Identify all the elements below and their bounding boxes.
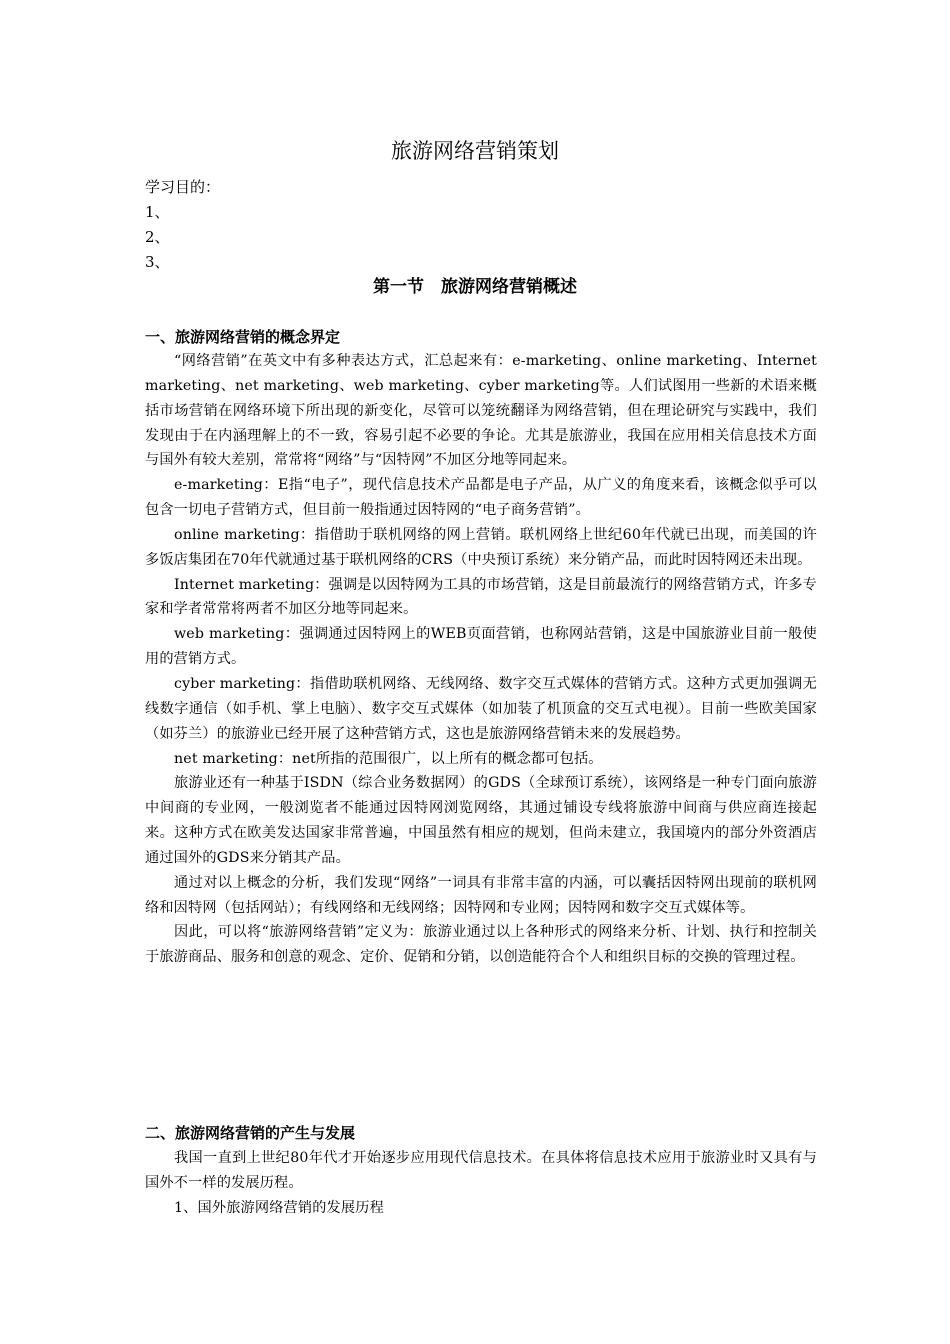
paragraph: cyber marketing：指借助联机网络、无线网络、数字交互式媒体的营销方式。这种方式更加强调无线数字通信（如手机、掌上电脑）、数字交互式媒体（如加装了机顶盒的交互式电视）。目前一些欧美国家（如芬兰）的旅游业已经开展了这种营销方式，这也是旅游网络营销未来的发展趋势。 — [145, 675, 817, 742]
goal-item-2: 2、 — [145, 228, 170, 246]
paragraph: 因此，可以将“旅游网络营销”定义为：旅游业通过以上各种形式的网络来分析、计划、执行和控制关于旅游商品、服务和创意的观念、定价、促销和分销，以创造能符合个人和组织目标的交换的管理过程。 — [145, 924, 817, 966]
document-title: 旅游网络营销策划 — [391, 139, 559, 163]
paragraph: web marketing：强调通过因特网上的WEB页面营销，也称网站营销，这是中国旅游业目前一般使用的营销方式。 — [145, 626, 817, 668]
part2-heading: 二、旅游网络营销的产生与发展 — [145, 1124, 356, 1142]
paragraph: Internet marketing：强调是以因特网为工具的市场营销，这是目前最流行的网络营销方式，许多专家和学者常常将两者不加区分地等同起来。 — [145, 576, 817, 618]
paragraph: “网络营销”在英文中有多种表达方式，汇总起来有：e-marketing、online marketing、Internet marketing、net marketing、web marketing、cyber marketing等。人们试图用一些新的术语来概括市场营销在网络环境下所出现的新变化，尽管可以笼统翻译为网络营销，但在理论研究与实践中，我们发现由于在内涵理解上的不一致，容易引起不必要的争论。尤其是旅游业，我国在应用相关信息技术方面与国外有较大差别，常常将“网络”与“因特网”不加区分地等同起来。 — [145, 353, 817, 469]
goals-label: 学习目的： — [145, 178, 221, 196]
goal-item-3: 3、 — [145, 253, 170, 271]
part1-heading: 一、旅游网络营销的概念界定 — [145, 328, 341, 346]
section-title: 第一节 旅游网络营销概述 — [373, 277, 577, 297]
paragraph: e-marketing：E指“电子”，现代信息技术产品都是电子产品，从广义的角度来看，该概念似乎可以包含一切电子营销方式，但目前一般指通过因特网的“电子商务营销”。 — [145, 477, 817, 519]
part2-body — [145, 1146, 817, 1221]
paragraph: 我国一直到上世纪80年代才开始逐步应用现代信息技术。在具体将信息技术应用于旅游业时又具有与国外不一样的发展历程。 — [145, 1150, 817, 1191]
paragraph: 通过对以上概念的分析，我们发现“网络”一词具有非常丰富的内涵，可以囊括因特网出现前的联机网络和因特网（包括网站）；有线网络和无线网络；因特网和专业网；因特网和数字交互式媒体等。 — [145, 874, 817, 916]
paragraph: 1、国外旅游网络营销的发展历程 — [174, 1199, 384, 1216]
paragraph: 旅游业还有一种基于ISDN（综合业务数据网）的GDS（全球预订系统），该网络是一种专门面向旅游中间商的专业网，一般浏览者不能通过因特网浏览网络，其通过铺设专线将旅游中间商与供应商连接起来。这种方式在欧美发达国家非常普遍，中国虽然有相应的规划，但尚未建立，我国境内的部分外资酒店通过国外的GDS来分销其产品。 — [145, 775, 817, 866]
part1-body — [145, 349, 817, 970]
goal-item-1: 1、 — [145, 203, 170, 221]
paragraph: online marketing：指借助于联机网络的网上营销。联机网络上世纪60年代就已出现，而美国的许多饭店集团在70年代就通过基于联机网络的CRS（中央预订系统）来分销产品，而此时因特网还未出现。 — [145, 526, 817, 568]
paragraph: net marketing：net所指的范围很广，以上所有的概念都可包括。 — [174, 750, 603, 767]
